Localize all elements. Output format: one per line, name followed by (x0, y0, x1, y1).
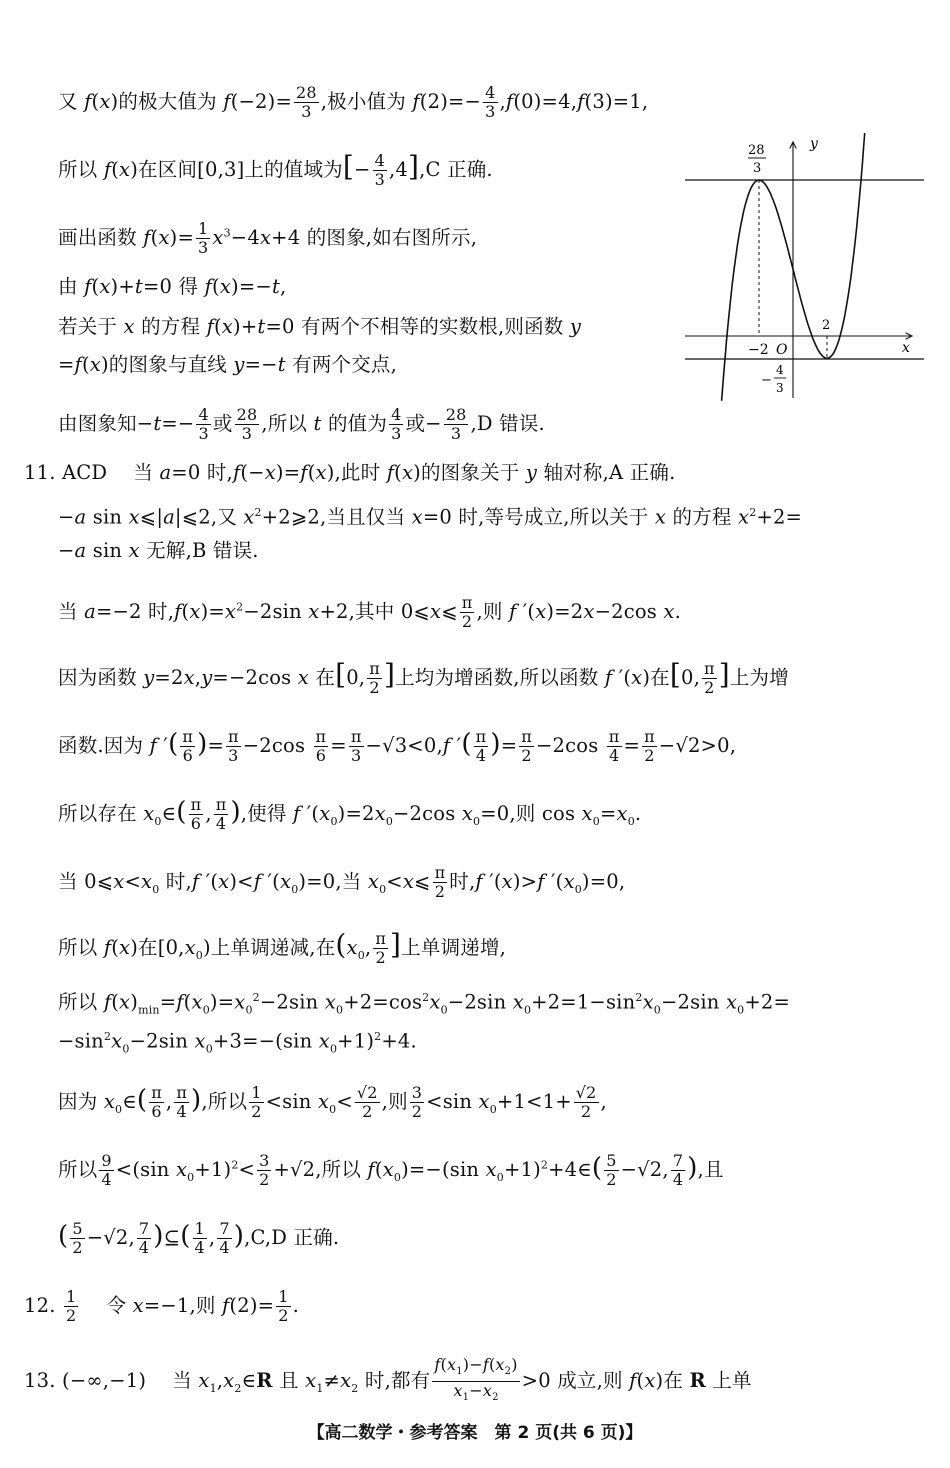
text-line-6: =f(x)的图象与直线 y=−t 有两个交点, (58, 353, 398, 376)
text-line-21: ( $\frac{5}{2}$ −√2, $\frac{7}{4}$ )⊆( $\frac{1}{4}$ , $\frac{7}{4}$ ),C,D 正确. (58, 1219, 340, 1257)
text-line-4: 由 f(x)+t=0 得 f(x)=−t, (58, 275, 287, 298)
text-line-2: 所以 f(x)在区间[0,3]上的值域为[− $\frac{4}{3}$ ,4],C 正确. (58, 150, 493, 189)
text-line-14: 所以存在 $x_0\in$( $\frac{\pi}{6}$ , $\frac{\pi}{4}$ ),使得 f $'(x_0)=2x_0-2\cos$ $x_0=0$,则 $\cos x_0=x_0$. (58, 795, 642, 833)
min-label-sign: − (761, 373, 772, 388)
text-line-22: 12. $\frac{1}{2}$ 令 x=−1,则 f(2)= $\frac{1}{2}$ . (24, 1287, 299, 1325)
y-axis-label: y (810, 136, 818, 152)
text-line-3: 画出函数 f(x)= $\frac{1}{3}$ $x^3-4x+4$ 的图象,如右图所示, (58, 219, 478, 257)
origin-label: O (776, 342, 788, 358)
text-line-16: 所以 f(x)在$[0,x_0)$上单调递减,在($x_0$, $\frac{\pi}{2}$ ]上单调递增, (58, 928, 507, 967)
max-label-den: 3 (753, 161, 762, 176)
text-line-9: −a sin x⩽|a|⩽2,又 $x^2+2⩾2$,当且仅当 x=0 时,等号成立,所以关于 x 的方程 $x^2+2=$ (58, 505, 803, 529)
x-axis-label: x (902, 340, 910, 356)
page-footer: 【高二数学・参考答案 第 2 页(共 6 页)】 (307, 1423, 643, 1443)
text-line-18: $-\sin^2x_0-2\sin$ $x_0+3=-(\sin$ $x_0+1)^2+4$. (58, 1029, 417, 1056)
text-line-15: 当 $0⩽x<x_0$ 时,f ′(x)<f $'(x_0)=0$,当 $x_0<x⩽$ $\frac{\pi}{2}$ 时,f ′(x)>f $'(x_0)=0$, (58, 863, 626, 901)
text-line-19: 因为 $x_0\in$( $\frac{\pi}{6}$ , $\frac{\pi}{4}$ ),所以 $\frac{1}{2}$ <sin $x_0<$ $\frac{√2}{2}$ ,则 $\frac{3}{2}$ <sin $x_0+1<1+$ $\frac{√2}{2}$ , (58, 1083, 607, 1121)
text-line-1: 又 f(x)的极大值为 f(−2)= $\frac{28}{3}$ ,极小值为 f(2)=− $\frac{4}{3}$ ,f(0)=4,f(3)=1, (58, 83, 649, 121)
text-line-12: 因为函数 y=2x,y=−2cos x 在[0, $\frac{\pi}{2}$ ]上均为增函数,所以函数 f ′(x)在[0, $\frac{\pi}{2}$ ]上为增 (58, 658, 789, 697)
function-graph (682, 130, 930, 405)
tick-neg2: −2 (748, 342, 769, 358)
text-line-11: 当 a=−2 时$,f(x)=x^2-2\sin$ x+2,其中 0⩽x⩽ $\frac{\pi}{2}$ ,则 f ′(x)=2x−2cos x. (58, 593, 681, 631)
text-line-10: −a sin x 无解,B 错误. (58, 539, 259, 562)
text-line-20: 所以 $\frac{9}{4}$ <(sin $x_0+1)^2<$ $\frac{3}{2}$ +√2,所以 $f(x_0)=-(\sin$ $x_0+1)^2+4\in$( $\frac{5}{2}$ −√2, $\frac{7}{4}$ ),且 (58, 1151, 724, 1189)
min-label-den: 3 (776, 381, 784, 395)
text-line-5: 若关于 x 的方程 f(x)+t=0 有两个不相等的实数根,则函数 y (58, 315, 582, 338)
text-line-23: 13. (−∞,−1) 当 $x_1,x_2\in R$ 且 $x_1\ne x_2$ 时,都有 $\frac{f(x_1)-f(x_2)}{x_1-x_2}$ >0 成立,则 f(x)在 R 上单 (24, 1355, 752, 1404)
max-label-num: 28 (748, 143, 765, 158)
text-line-8: 11. ACD 当 a=0 时,f(−x)=f(x),此时 f(x)的图象关于 y 轴对称,A 正确. (24, 461, 676, 484)
tick-2: 2 (822, 318, 831, 333)
min-label-num: 4 (776, 363, 784, 377)
text-line-13: 函数.因为 f ′( $\frac{\pi}{6}$ )= $\frac{\pi}{3}$ −2cos $\frac{\pi}{6}$ = $\frac{\pi}{3}$ −√3<0,f ′( $\frac{\pi}{4}$ )= $\frac{\pi}{2}$ −2cos $\frac{\pi}{4}$ = $\frac{\pi}{2}$ −√2>0, (58, 727, 737, 765)
text-line-17: 所以 $f(x)_{min}=f(x_0)=x_0^2-2\sin$ $x_0+2=\cos^2x_0-2\sin$ $x_0+2=1-\sin^2x_0-2\sin$ $x_0+2=$ (58, 990, 791, 1017)
text-line-7: 由图象知−t=− $\frac{4}{3}$ 或 $\frac{28}{3}$ ,所以 t 的值为 $\frac{4}{3}$ 或− $\frac{28}{3}$ ,D 错误. (58, 405, 545, 443)
